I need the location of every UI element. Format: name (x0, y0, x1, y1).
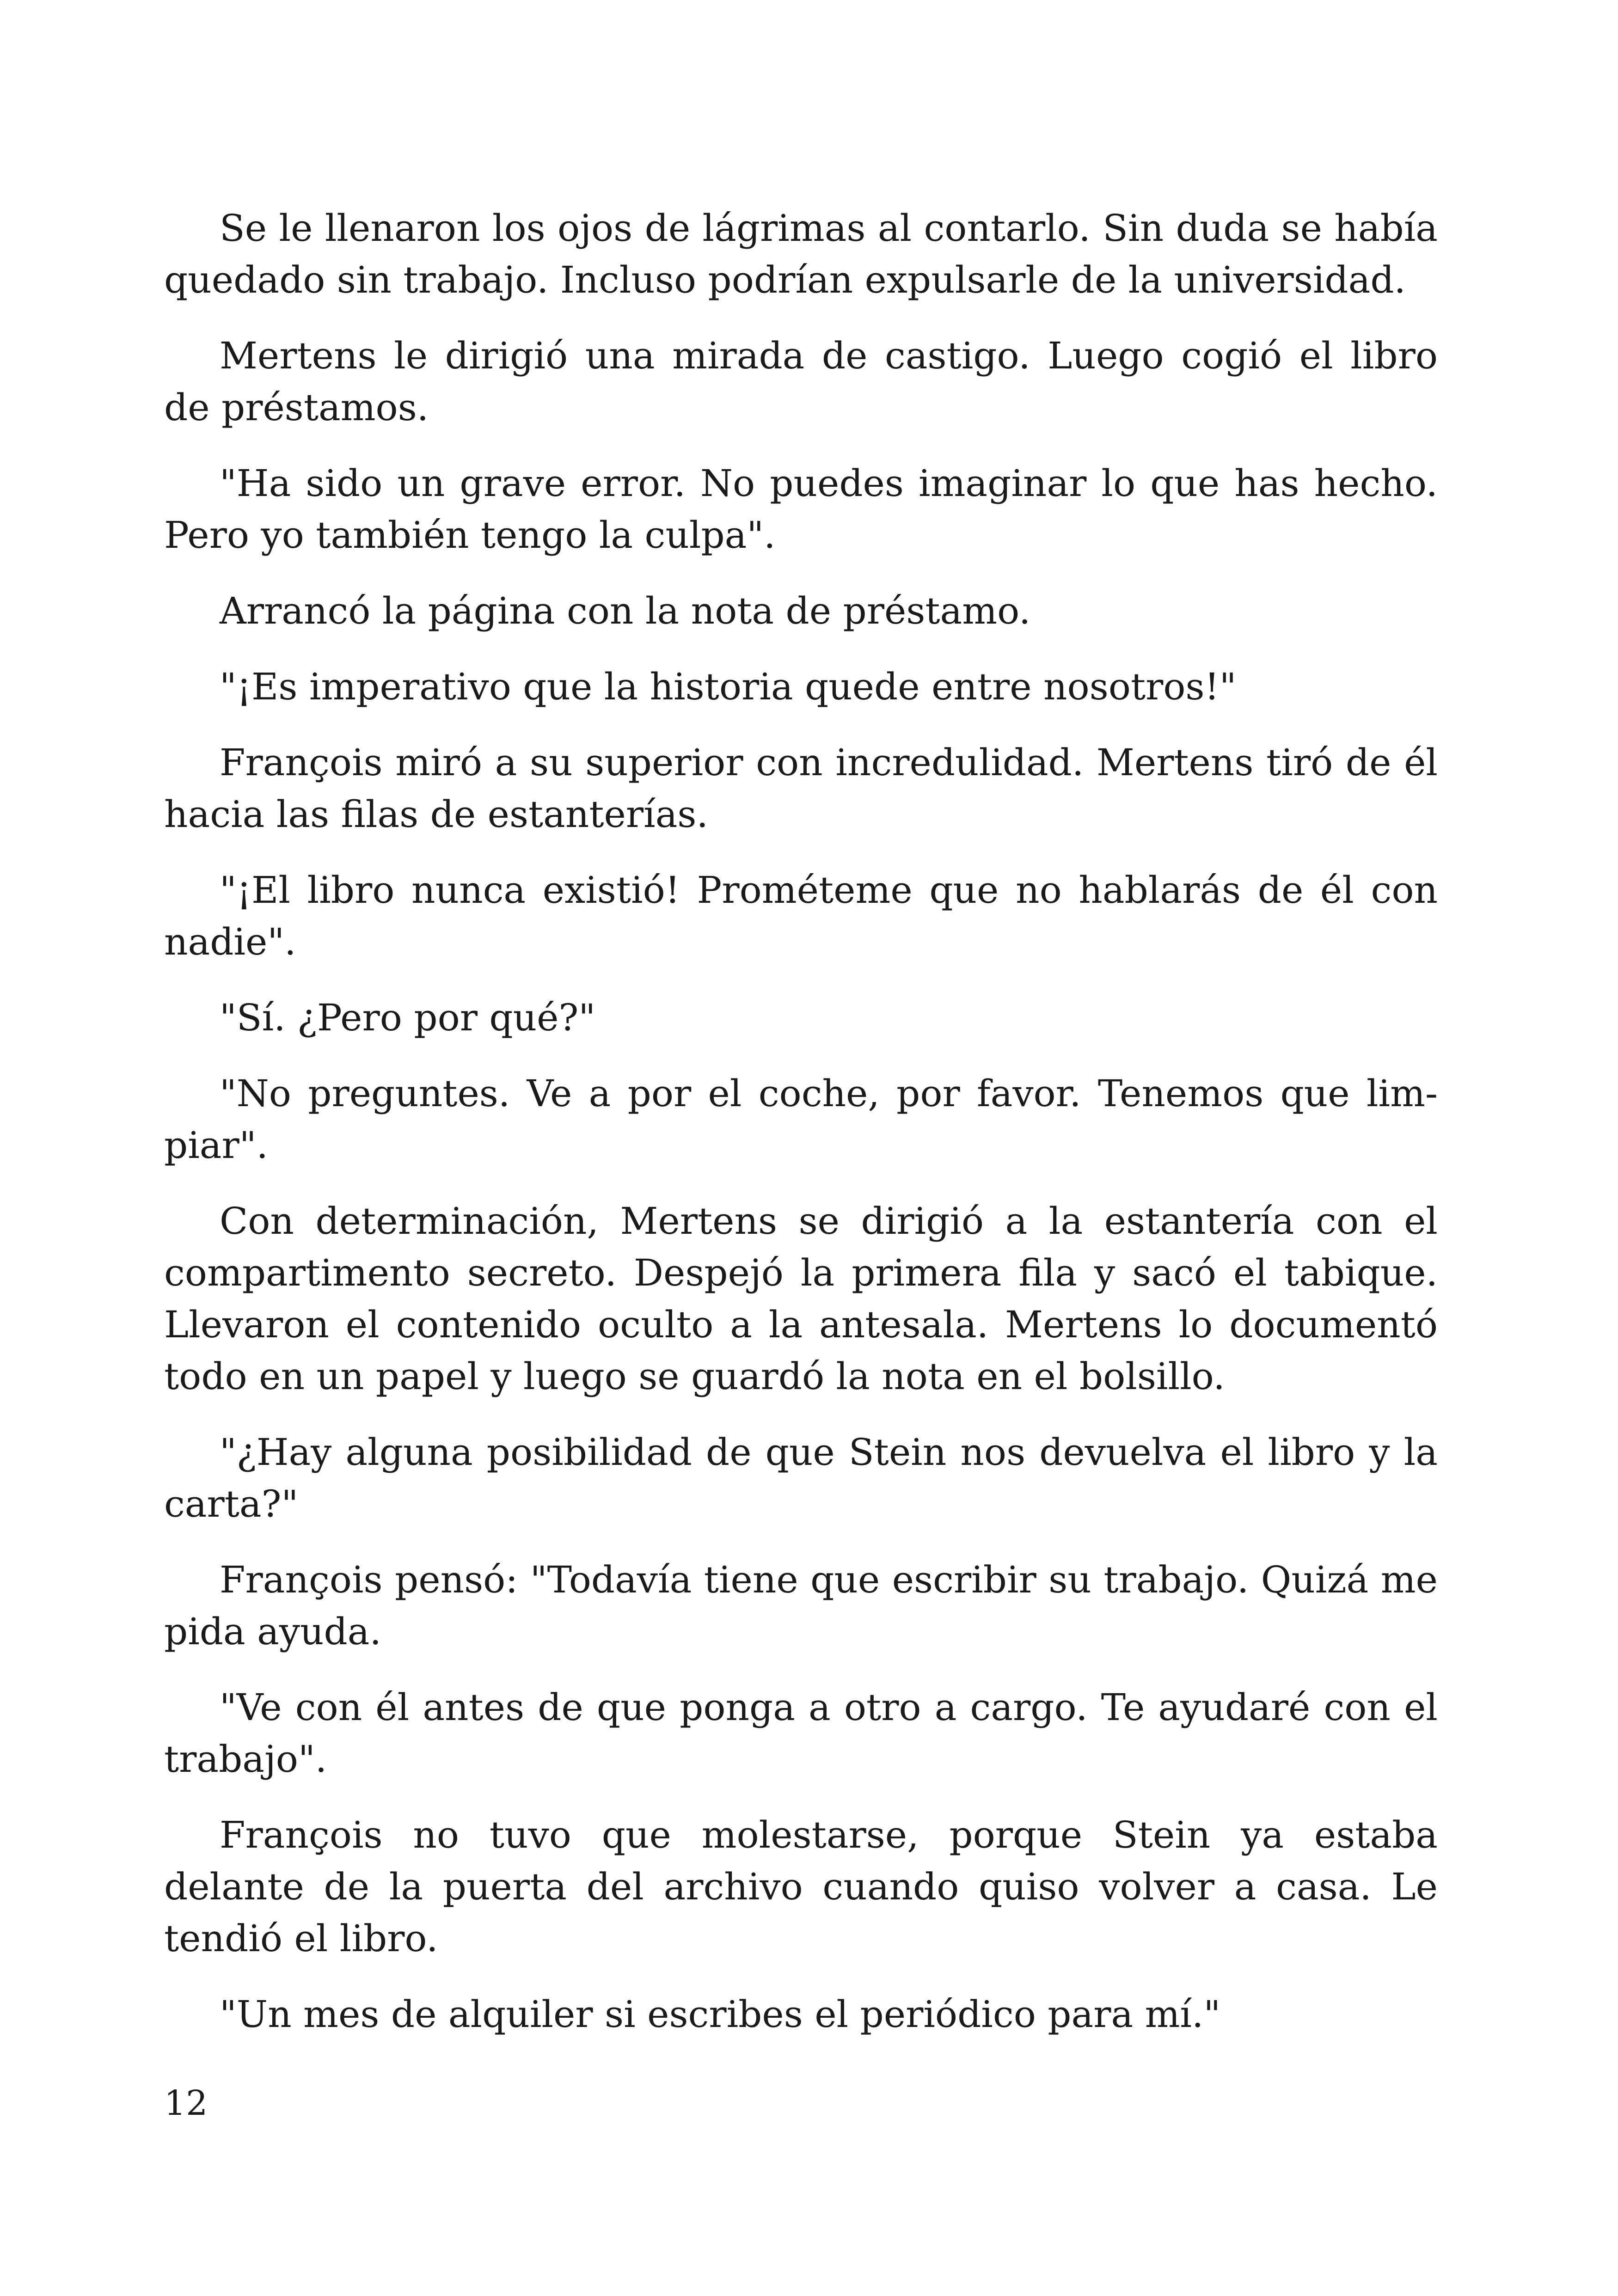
paragraph: "¿Hay alguna posibilidad de que Stein nos devuelva el libro y la carta?" (164, 1431, 1438, 1525)
paragraph: "Un mes de alquiler si escribes el periódico para mí." (220, 1993, 1221, 2036)
paragraph: "Ha sido un grave error. No puedes imaginar lo que has hecho. Pero yo también tengo la culpa". (164, 462, 1438, 557)
paragraph: "¡Es imperativo que la historia quede entre nosotros!" (220, 665, 1237, 708)
paragraph: "No preguntes. Ve a por el coche, por favor. Tenemos que limpiar". (164, 1072, 1438, 1167)
paragraph: "Sí. ¿Pero por qué?" (220, 996, 596, 1039)
paragraph: François no tuvo que molestarse, porque Stein ya estaba delante de la puerta del archivo cuando quiso volver a casa. Le tendió el libro. (164, 1813, 1438, 1960)
page-number: 12 (164, 2083, 208, 2123)
paragraph: Mertens le dirigió una mirada de castigo. Luego cogió el libro de préstamos. (164, 334, 1438, 429)
paragraph: Con determinación, Mertens se dirigió a la estantería con el compartimento secreto. Despejó la primera fila y sacó el tabique. Llevaron el contenido oculto a la antesala. Mertens lo documentó todo en un papel y luego se guardó la nota en el bolsillo. (164, 1200, 1438, 1398)
paragraph: Se le llenaron los ojos de lágrimas al contarlo. Sin duda se había quedado sin trabajo. Incluso podrían expulsarle de la universidad. (164, 207, 1438, 301)
paragraph: François pensó: "Todavía tiene que escribir su trabajo. Quizá me pida ayuda. (164, 1558, 1438, 1653)
body-text (164, 202, 1438, 2064)
paragraph: Arrancó la página con la nota de préstamo. (220, 589, 1031, 632)
paragraph: "¡El libro nunca existió! Prométeme que no hablarás de él con nadie". (164, 869, 1438, 963)
paragraph: François miró a su superior con incredulidad. Mertens tiró de él hacia las filas de estanterías. (164, 741, 1438, 836)
paragraph: "Ve con él antes de que ponga a otro a cargo. Te ayudaré con el trabajo". (164, 1686, 1438, 1781)
